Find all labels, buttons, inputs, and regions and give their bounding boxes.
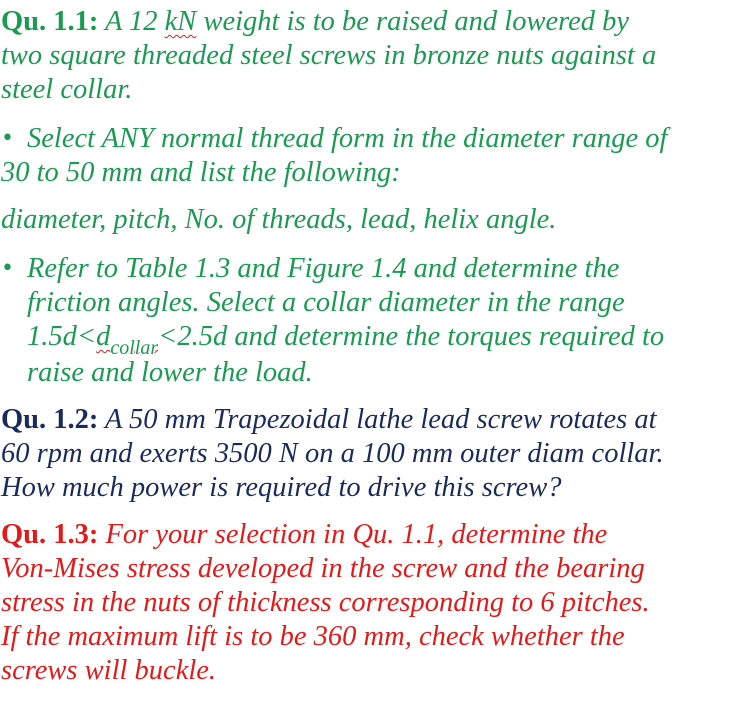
q12-label: Qu. 1.2: (1, 404, 99, 435)
bullet-icon: • (1, 126, 14, 151)
question-1-2 (1, 403, 745, 505)
bullet-friction-text: Refer to Table 1.3 and Figure 1.4 and determine the friction angles. Select a collar diameter in the range $1.5d<d_{collar}<2.5d$ and determine the torques required to raise and lower the load. (27, 253, 665, 388)
q11-line-3: steel collar. (1, 74, 133, 105)
collar-range-line: $1.5d<d_{collar}<2.5d$ and determine the torques required to (27, 321, 665, 359)
bullet-select-text: Select ANY normal thread form in the diameter range of (27, 123, 668, 154)
q13-line-3: stress in the nuts of thickness corresponding to 6 pitches. (1, 587, 650, 618)
q11-line-2: two square threaded steel screws in bronze nuts against a (1, 40, 657, 71)
q11-line-1: Qu. 1.1: A 12 kN weight is to be raised and lowered by (1, 6, 630, 37)
bullet-icon: • (1, 256, 14, 281)
q12-line-2: 60 rpm and exerts 3500 N on a 100 mm outer diam collar. (1, 438, 664, 469)
q13-line-2: Von-Mises stress developed in the screw and the bearing (1, 553, 645, 584)
bullet-select-continuation: 30 to 50 mm and list the following: (1, 157, 401, 188)
question-1-3 (1, 518, 745, 688)
q13-line-1: Qu. 1.3: For your selection in Qu. 1.1, determine the (1, 519, 608, 550)
unit-kn: kN (164, 6, 197, 37)
d-collar-symbol: $d_{collar}$ (96, 321, 159, 359)
thread-parameters-list: diameter, pitch, No. of threads, lead, helix angle. (1, 204, 557, 235)
q13-line-5: screws will buckle. (1, 655, 217, 686)
bullet-select-thread (1, 122, 745, 156)
q13-label: Qu. 1.3: (1, 519, 99, 550)
question-1-1 (1, 5, 745, 107)
q11-label: Qu. 1.1: (1, 6, 99, 37)
q12-line-1: Qu. 1.2: A 50 mm Trapezoidal lathe lead screw rotates at (1, 404, 657, 435)
bullet-friction-torque (1, 252, 745, 390)
q12-line-3: How much power is required to drive this screw? (1, 472, 562, 503)
q13-line-4: If the maximum lift is to be 360 mm, check whether the (1, 621, 625, 652)
